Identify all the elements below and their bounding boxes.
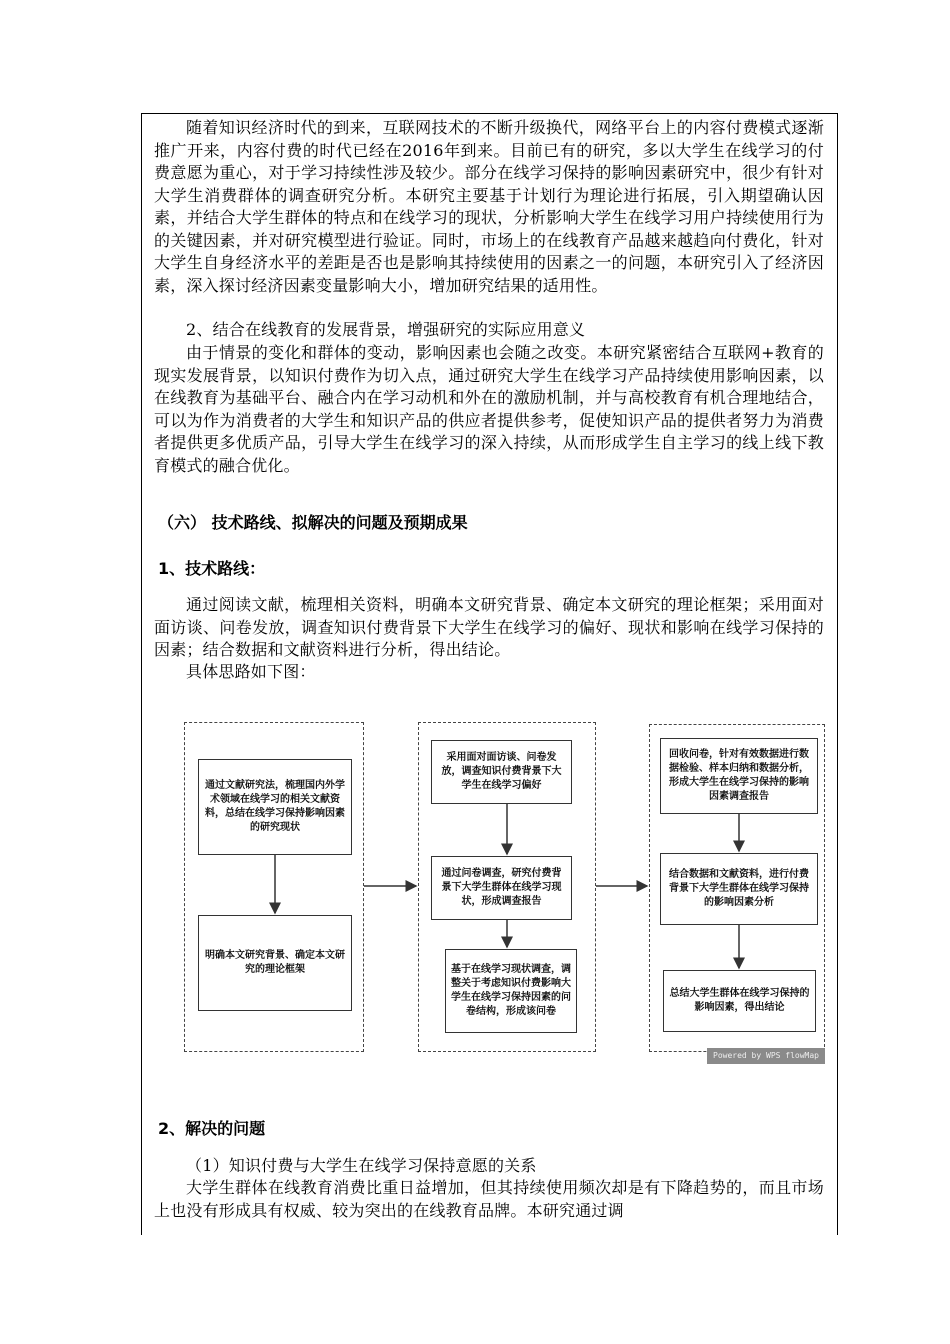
intro-paragraph-1: 随着知识经济时代的到来，互联网技术的不断升级换代，网络平台上的内容付费模式逐渐推广开来，内容付费的时代已经在2016年到来。目前已有的研究，多以大学生在线学习的付费意愿为重心，对于学习持续性涉及较少。部分在线学习保持的影响因素研究中，很少有针对大学生消费群体的调查研究分析。本研究主要基于计划行为理论进行拓展，引入期望确认因素，并结合大学生群体的特点和在线学习的现状，分析影响大学生在线学习用户持续使用行为的关键因素，并对研究模型进行验证。同时，市场上的在线教育产品越来越趋向付费化，针对大学生自身经济水平的差距是否也是影响其持续使用的因素之一的问题，本研究引入了经济因素，深入探讨经济因素变量影响大小，增加研究结果的适用性。 bbox=[154, 118, 824, 295]
flow-step-literature: 通过文献研究法，梳理国内外学术领域在线学习的相关文献资料，总结在线学习保持影响因素的研究现状 bbox=[198, 759, 352, 855]
wps-flowmap-watermark: Powered by WPS flowMap bbox=[707, 1048, 825, 1064]
tech-route-paragraph: 通过阅读文献，梳理相关资料，明确本文研究背景、确定本文研究的理论框架；采用面对面访谈、问卷发放，调查知识付费背景下大学生在线学习的偏好、现状和影响在线学习保持的因素；结合数据和文献资料进行分析，得出结论。 bbox=[154, 595, 824, 659]
problems-title: 2、解决的问题 bbox=[158, 1119, 266, 1138]
tech-route-note: 具体思路如下图： bbox=[186, 662, 316, 681]
flow-step-interview: 采用面对面访谈、问卷发放，调查知识付费背景下大学生在线学习偏好 bbox=[431, 740, 572, 804]
flow-step-framework: 明确本文研究背景、确定本文研究的理论框架 bbox=[198, 915, 352, 1011]
problem-1-paragraph: 大学生群体在线教育消费比重日益增加，但其持续使用频次却是有下降趋势的，而且市场上也没有形成具有权威、较为突出的在线教育品牌。本研究通过调 bbox=[154, 1178, 824, 1220]
flow-step-data-analysis: 回收问卷，针对有效数据进行数据检验、样本归纳和数据分析，形成大学生在线学习保持的影响因素调查报告 bbox=[660, 738, 818, 814]
point-2-title: 2、结合在线教育的发展背景，增强研究的实际应用意义 bbox=[186, 320, 586, 339]
flow-step-survey: 通过问卷调查，研究付费背景下大学生群体在线学习现状，形成调查报告 bbox=[431, 856, 572, 920]
flow-step-questionnaire: 基于在线学习现状调查，调整关于考虑知识付费影响大学生在线学习保持因素的问卷结构，形成该问卷 bbox=[445, 949, 577, 1033]
flow-step-factor-analysis: 结合数据和文献资料，进行付费背景下大学生群体在线学习保持的影响因素分析 bbox=[660, 853, 818, 925]
problem-1-title: （1）知识付费与大学生在线学习保持意愿的关系 bbox=[186, 1156, 537, 1175]
section-6-title: （六） 技术路线、拟解决的问题及预期成果 bbox=[158, 513, 468, 532]
flow-step-conclusion: 总结大学生群体在线学习保持的影响因素，得出结论 bbox=[663, 970, 816, 1032]
tech-route-title: 1、技术路线： bbox=[158, 559, 266, 578]
intro-paragraph-2: 由于情景的变化和群体的变动，影响因素也会随之改变。本研究紧密结合互联网+教育的现实发展背景，以知识付费作为切入点，通过研究大学生在线学习产品持续使用影响因素，以在线教育为基础平台、融合内在学习动机和外在的激励机制，并与高校教育有机合理地结合，可以为作为消费者的大学生和知识产品的供应者提供参考，促使知识产品的提供者努力为消费者提供更多优质产品，引导大学生在线学习的深入持续，从而形成学生自主学习的线上线下教育模式的融合优化。 bbox=[154, 343, 824, 475]
